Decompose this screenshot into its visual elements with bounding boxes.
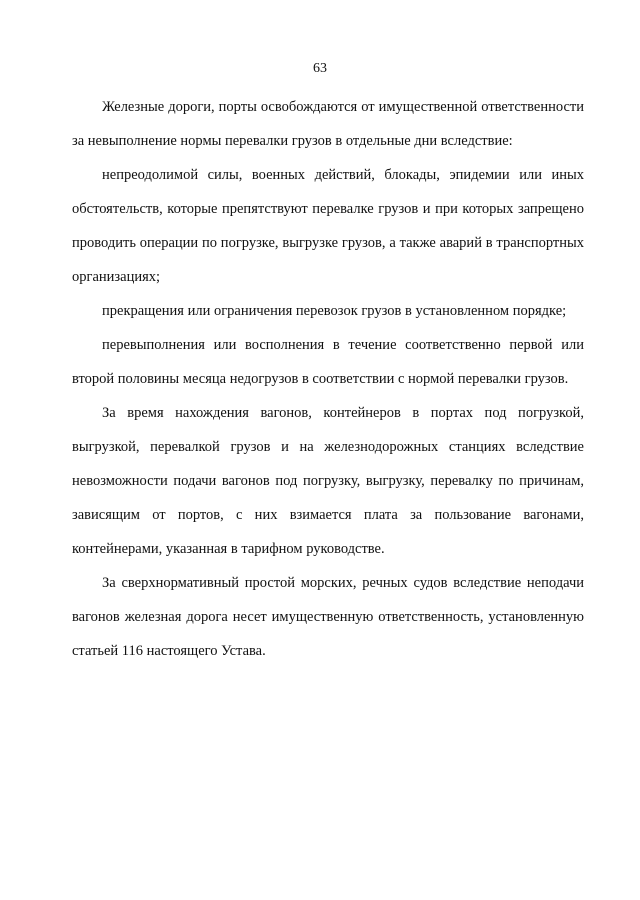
paragraph-wagon-fee: За время нахождения вагонов, контейнеров в портах под погрузкой, выгрузкой, перевалкой грузов и на железнодорожных станциях вследствие невозможности подачи вагонов под погрузку, выгрузку, перевалку по причинам, зависящим от портов, с них взимается плата за пользование вагонами, контейнерами, указанная в тарифном руководстве. bbox=[72, 405, 584, 557]
paragraph-vessel-downtime: За сверхнормативный простой морских, речных судов вследствие неподачи вагонов железная дорога несет имущественную ответственность, установленную статьей 116 настоящего Устава. bbox=[72, 575, 584, 659]
paragraph-termination-of-transport: прекращения или ограничения перевозок грузов в установленном порядке; bbox=[102, 303, 567, 319]
page-number: 63 bbox=[313, 61, 327, 76]
document-body bbox=[72, 90, 584, 668]
paragraph-force-majeure: непреодолимой силы, военных действий, блокады, эпидемии или иных обстоятельств, которые препятствуют перевалке грузов и при которых запрещено проводить операции по погрузке, выгрузке грузов, а также аварий в транспортных организациях; bbox=[72, 167, 584, 285]
paragraph-liability-exemption: Железные дороги, порты освобождаются от имущественной ответственности за невыполнение нормы перевалки грузов в отдельные дни вследствие: bbox=[72, 99, 584, 149]
paragraph-overfulfillment: перевыполнения или восполнения в течение соответственно первой или второй половины месяца недогрузов в соответствии с нормой перевалки грузов. bbox=[72, 337, 584, 387]
